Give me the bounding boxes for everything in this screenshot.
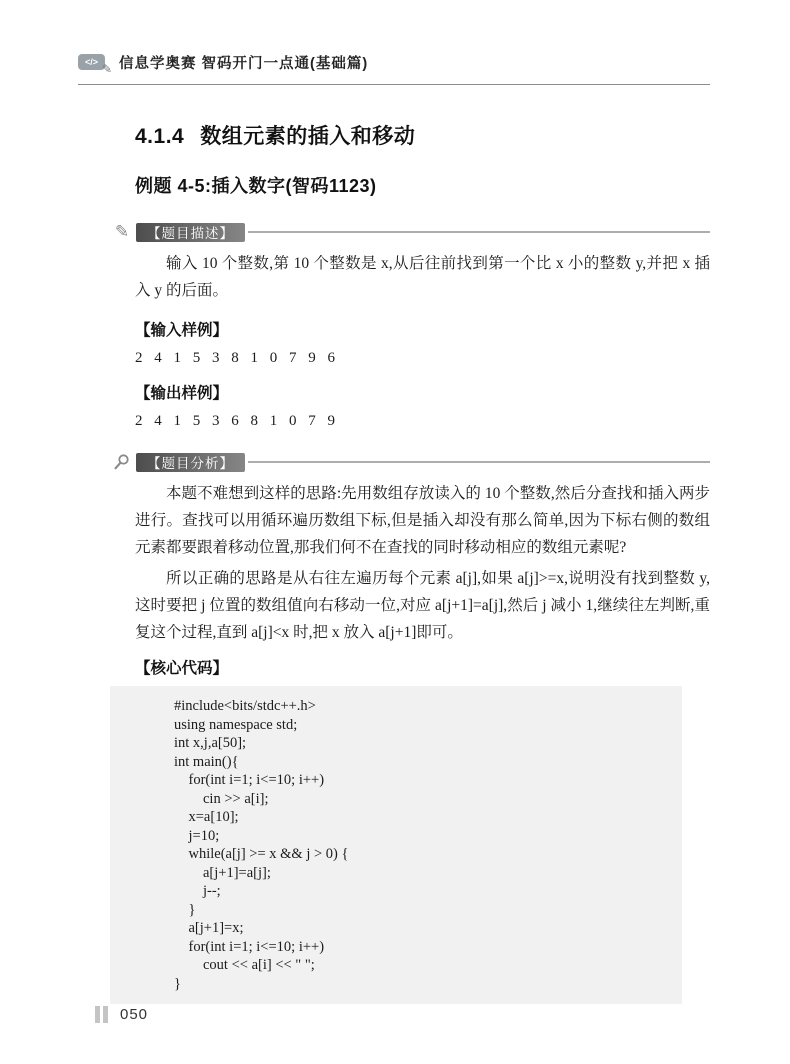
code-line: }	[174, 975, 181, 992]
section-name: 数组元素的插入和移动	[200, 125, 416, 148]
code-line: #include<bits/stdc++.h>	[174, 698, 316, 714]
output-sample-values: 2 4 1 5 3 6 8 1 0 7 9	[135, 413, 339, 429]
input-sample-values: 2 4 1 5 3 8 1 0 7 9 6	[135, 350, 339, 366]
output-sample-label: 【输出样例】	[135, 385, 229, 402]
description-banner	[110, 222, 710, 242]
code-line: cout << a[i] << " ";	[174, 957, 315, 973]
code-line: j--;	[174, 883, 221, 899]
book-title: 信息学奥赛 智码开门一点通(基础篇)	[119, 56, 369, 72]
page-header	[78, 52, 369, 76]
example-heading: 例题 4-5:插入数字(智码1123)	[135, 176, 377, 196]
header-divider	[78, 84, 710, 85]
code-line: int main(){	[174, 753, 239, 770]
description-paragraph: 输入 10 个整数,第 10 个整数是 x,从后往前找到第一个比 x 小的整数 y,并把 x 插入 y 的后面。	[135, 255, 710, 299]
code-line: cin >> a[i];	[174, 790, 269, 807]
code-label: 【核心代码】	[135, 660, 229, 677]
page-content	[110, 120, 710, 1004]
code-line: j=10;	[174, 827, 220, 844]
input-sample-label: 【输入样例】	[135, 322, 229, 339]
magnifier-icon	[110, 453, 134, 471]
banner-rule	[248, 231, 710, 233]
analysis-paragraph-2: 所以正确的思路是从右往左遍历每个元素 a[j],如果 a[j]>=x,说明没有找到整数 y,这时要把 j 位置的数组值向右移动一位,对应 a[j+1]=a[j],然后 j 减小 1,继续往左判断,重复这个过程,直到 a[j]<x 时,把 x 放入 a[j+1]即可。	[135, 570, 710, 641]
code-line: for(int i=1; i<=10; i++)	[174, 938, 325, 955]
section-number: 4.1.4	[135, 125, 185, 148]
code-line: x=a[10];	[174, 809, 239, 825]
code-line: for(int i=1; i<=10; i++)	[174, 772, 325, 788]
section-heading	[135, 120, 710, 150]
analysis-banner-label: 【题目分析】	[136, 453, 245, 472]
code-line: }	[174, 901, 196, 918]
page-number: 050	[120, 1006, 149, 1023]
page-footer	[95, 1006, 148, 1023]
code-brackets-icon: </>	[78, 54, 105, 70]
code-line: using namespace std;	[174, 716, 298, 733]
description-banner-label: 【题目描述】	[136, 223, 245, 242]
code-line: a[j+1]=x;	[174, 920, 244, 936]
banner-rule	[248, 461, 710, 463]
code-line: while(a[j] >= x && j > 0) {	[174, 846, 349, 862]
code-line: int x,j,a[50];	[174, 735, 247, 751]
pencil-icon: ✎	[114, 222, 130, 241]
code-block	[110, 686, 682, 1004]
code-pencil-icon	[78, 53, 112, 76]
analysis-paragraph-1: 本题不难想到这样的思路:先用数组存放读入的 10 个整数,然后分查找和插入两步进行。查找可以用循环遍历数组下标,但是插入却没有那么简单,因为下标右侧的数组元素都要跟着移动位置,那我们何不在查找的同时移动相应的数组元素呢?	[135, 485, 710, 556]
page-number-marker	[95, 1006, 111, 1023]
analysis-banner	[110, 452, 710, 472]
pencil-icon: ✎	[101, 61, 112, 76]
code-line: a[j+1]=a[j];	[174, 864, 271, 881]
